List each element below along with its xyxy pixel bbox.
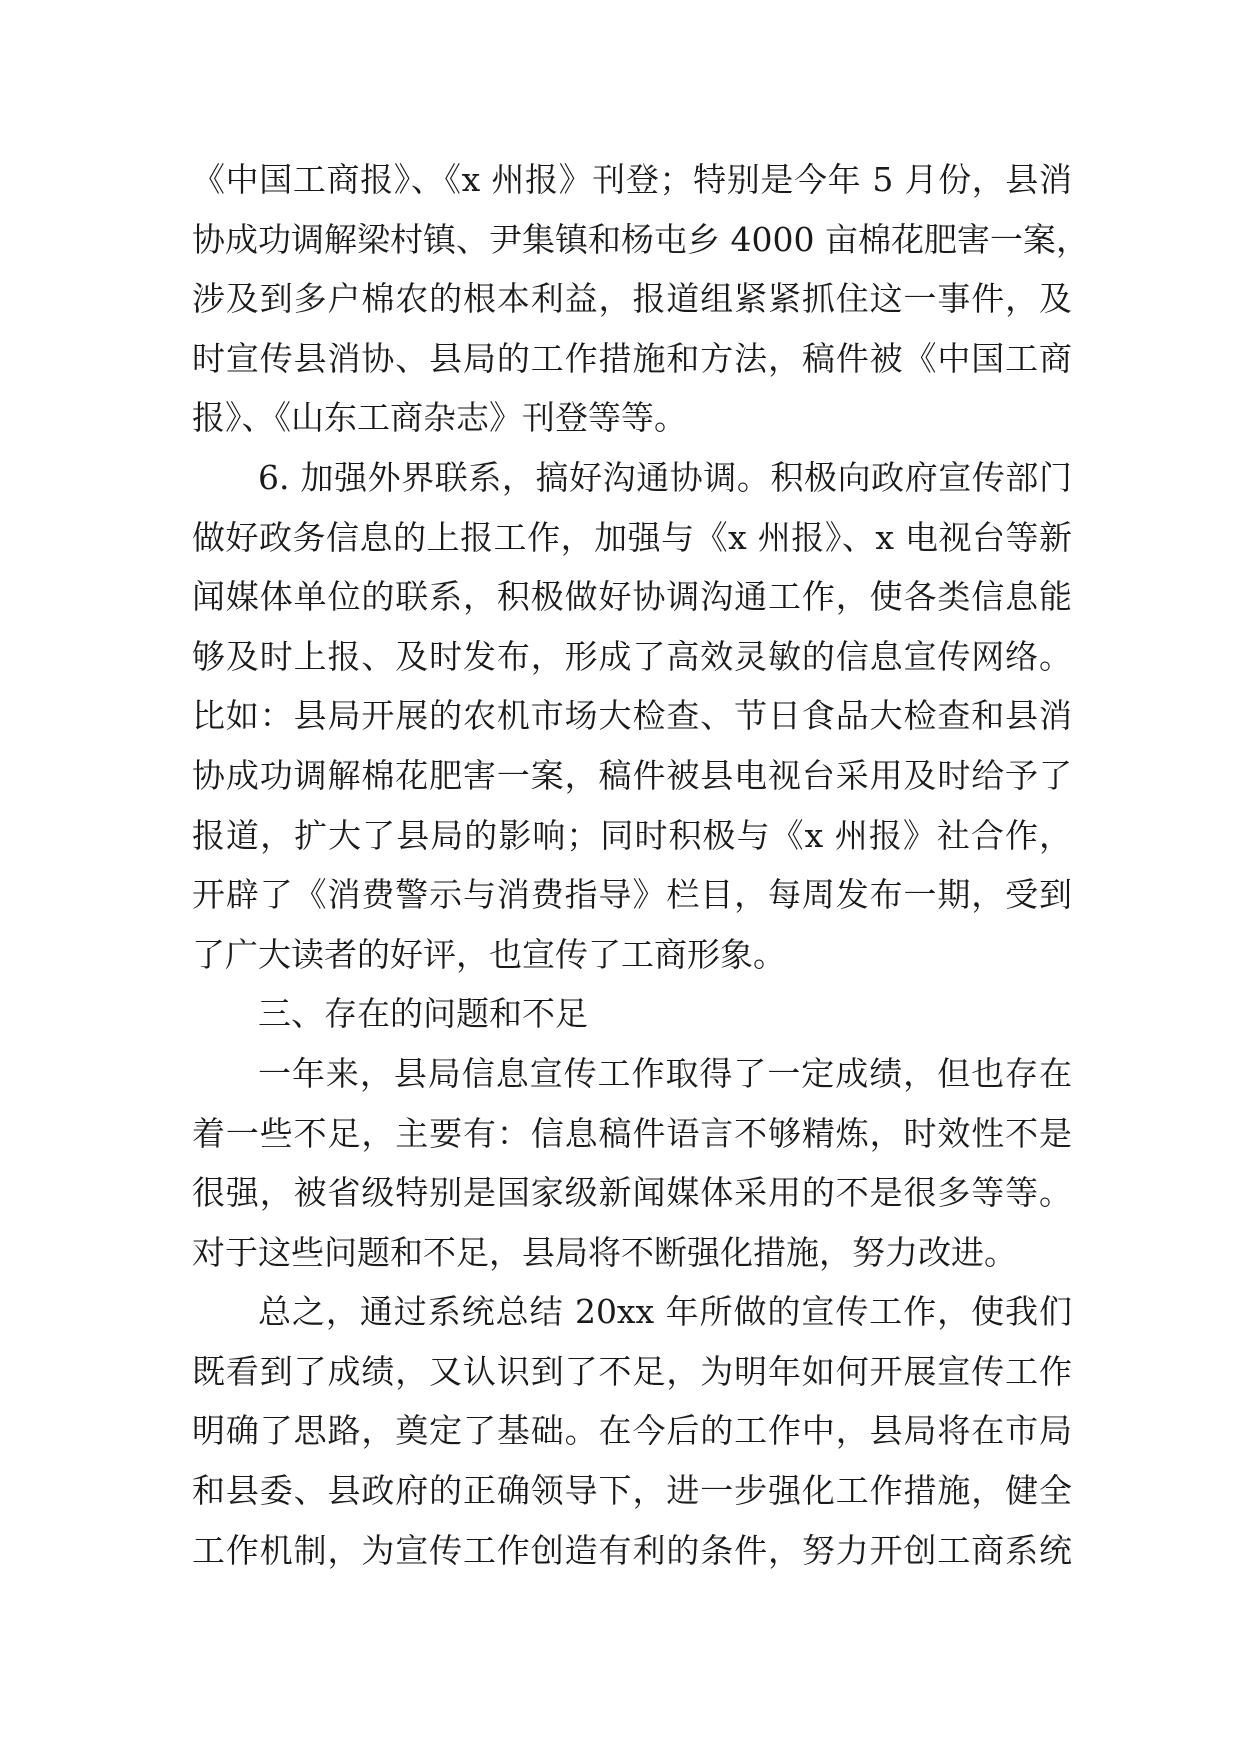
text-line: 很强，被省级特别是国家级新闻媒体采用的不是很多等等。 bbox=[192, 1173, 1072, 1213]
text-line: 工作机制，为宣传工作创造有利的条件，努力开创工商系统 bbox=[192, 1530, 1072, 1570]
text-line: 比如：县局开展的农机市场大检查、节日食品大检查和县消 bbox=[192, 696, 1072, 736]
text-line: 和县委、县政府的正确领导下，进一步强化工作措施，健全 bbox=[192, 1471, 1072, 1511]
paragraph-start: 总之，通过系统总结 20xx 年所做的宣传工作，使我们 bbox=[258, 1292, 1072, 1332]
text-line: 《中国工商报》、《x 州报》刊登；特别是今年 5 月份，县消 bbox=[192, 160, 1072, 199]
paragraph-start: 一年来，县局信息宣传工作取得了一定成绩，但也存在 bbox=[258, 1053, 1072, 1093]
text-line: 明确了思路，奠定了基础。在今后的工作中，县局将在市局 bbox=[192, 1411, 1072, 1451]
section-heading: 三、存在的问题和不足 bbox=[258, 994, 588, 1034]
text-line: 了广大读者的好评，也宣传了工商形象。 bbox=[192, 934, 786, 974]
text-line: 做好政务信息的上报工作，加强与《x 州报》、x 电视台等新 bbox=[192, 517, 1072, 557]
body-text bbox=[192, 150, 1089, 1580]
text-line: 闻媒体单位的联系，积极做好协调沟通工作，使各类信息能 bbox=[192, 577, 1072, 617]
text-line: 报》、《山东工商杂志》刊登等等。 bbox=[192, 398, 687, 438]
text-line: 着一些不足，主要有：信息稿件语言不够精炼，时效性不是 bbox=[192, 1113, 1072, 1153]
text-line: 协成功调解棉花肥害一案，稿件被县电视台采用及时给予了 bbox=[192, 755, 1072, 795]
text-line: 对于这些问题和不足，县局将不断强化措施，努力改进。 bbox=[192, 1232, 1017, 1272]
text-line: 涉及到多户棉农的根本利益，报道组紧紧抓住这一事件，及 bbox=[192, 279, 1072, 319]
text-line: 够及时上报、及时发布，形成了高效灵敏的信息宣传网络。 bbox=[192, 636, 1072, 676]
text-line: 时宣传县消协、县局的工作措施和方法，稿件被《中国工商 bbox=[192, 338, 1072, 378]
text-line: 报道，扩大了县局的影响；同时积极与《x 州报》社合作， bbox=[192, 815, 1072, 855]
text-line: 既看到了成绩，又认识到了不足，为明年如何开展宣传工作 bbox=[192, 1351, 1072, 1391]
text-line: 协成功调解梁村镇、尹集镇和杨屯乡 4000 亩棉花肥害一案， bbox=[192, 219, 1089, 259]
paragraph-start: 6. 加强外界联系，搞好沟通协调。积极向政府宣传部门 bbox=[258, 457, 1072, 497]
text-line: 开辟了《消费警示与消费指导》栏目，每周发布一期，受到 bbox=[192, 875, 1072, 915]
